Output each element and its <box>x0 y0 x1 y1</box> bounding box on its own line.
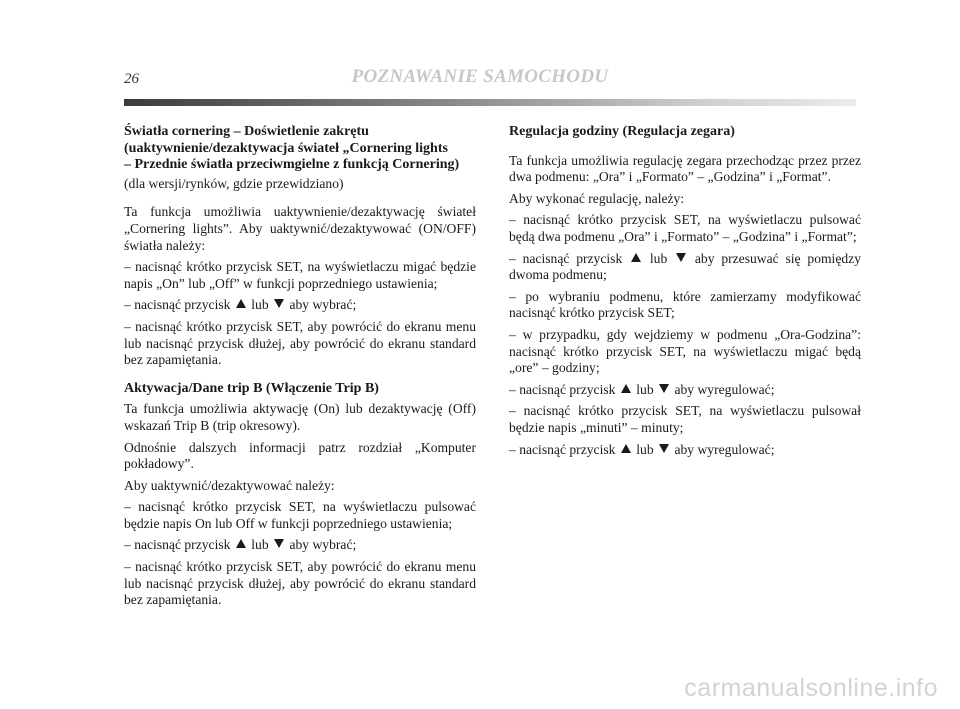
step-text: aby wybrać; <box>289 537 357 553</box>
step-text: – nacisnąć przycisk <box>124 537 231 553</box>
section-heading-trip-b: Aktywacja/Dane trip B (Włączenie Trip B) <box>124 380 379 396</box>
step-item: – nacisnąć krótko przycisk SET, na wyświetlaczu pulsował będzie napis „minuti” – minuty; <box>509 403 861 435</box>
step-text: aby wyregulować; <box>674 441 775 457</box>
triangle-down-icon <box>676 253 686 262</box>
paragraph-intro: Ta funkcja umożliwia uaktywnienie/dezaktywację świateł „Cornering lights”. Aby uaktywnić/dezaktywować (ON/OFF) światła należy: <box>124 204 476 253</box>
step-text: lub <box>649 250 668 266</box>
paragraph-intro: Ta funkcja umożliwia aktywację (On) lub dezaktywację (Off) wskazań Trip B (trip okresowy). <box>124 401 476 433</box>
paragraph-lead: Aby wykonać regulację, należy: <box>509 190 685 206</box>
triangle-up-icon <box>236 299 246 308</box>
running-title: POZNAWANIE SAMOCHODU <box>351 66 609 87</box>
right-column <box>509 124 861 463</box>
step-text: aby wybrać; <box>289 297 357 313</box>
step-item: – po wybraniu podmenu, które zamierzamy modyfikować nacisnąć krótko przycisk SET; <box>509 288 861 321</box>
heading-line-1: Światła cornering – Doświetlenie zakrętu <box>124 124 369 139</box>
triangle-down-icon <box>659 384 669 393</box>
step-item: – nacisnąć krótko przycisk SET, aby powrócić do ekranu menu lub nacisnąć przycisk dłużej, aby powrócić do ekranu standard bez zapamiętania. <box>124 559 476 608</box>
triangle-down-icon <box>274 299 284 308</box>
paragraph-lead: Aby uaktywnić/dezaktywować należy: <box>124 477 335 493</box>
watermark: carmanualsonline.info <box>684 674 938 702</box>
step-text: lub <box>251 537 269 553</box>
header-rule <box>124 99 856 106</box>
section-heading-clock: Regulacja godziny (Regulacja zegara) <box>509 124 735 139</box>
step-item <box>509 442 861 459</box>
step-item <box>124 537 476 554</box>
step-text: – nacisnąć przycisk <box>124 297 231 313</box>
step-text: – nacisnąć przycisk <box>509 441 616 457</box>
triangle-up-icon <box>621 444 631 453</box>
heading-line-2: (uaktywnienie/dezaktywacja świateł „Cornering lights <box>124 140 448 156</box>
step-item: – nacisnąć krótko przycisk SET, aby powrócić do ekranu menu lub nacisnąć przycisk dłużej, aby powrócić do ekranu standard bez zapamiętania. <box>124 318 476 368</box>
section-subheading: (dla wersji/rynków, gdzie przewidziano) <box>124 175 344 191</box>
step-item: – w przypadku, gdy wejdziemy w podmenu „Ora-Godzina”: nacisnąć krótko przycisk SET, na wyświetlaczu migać będą „ore” – godziny; <box>509 326 861 376</box>
triangle-down-icon <box>274 539 284 548</box>
step-item: – nacisnąć krótko przycisk SET, na wyświetlaczu pulsować będzie napis On lub Off w funkcji poprzedniego ustawienia; <box>124 499 476 531</box>
step-item: – nacisnąć krótko przycisk SET, na wyświetlaczu migać będzie napis „On” lub „Off” w funkcji poprzedniego ustawienia; <box>124 259 476 291</box>
page-number: 26 <box>124 71 139 87</box>
step-text: lub <box>636 381 654 397</box>
step-text: – nacisnąć przycisk <box>509 250 623 266</box>
heading-line-3: – Przednie światła przeciwmgielne z funkcją Cornering) <box>124 157 460 173</box>
step-item <box>509 251 861 284</box>
step-item: – nacisnąć krótko przycisk SET, na wyświetlaczu pulsować będą dwa podmenu „Ora” i „Formato” – „Godzina” i „Format”; <box>509 212 861 244</box>
section-heading-cornering <box>124 124 476 174</box>
triangle-down-icon <box>659 444 669 453</box>
step-item <box>124 297 476 314</box>
step-text: – nacisnąć przycisk <box>509 381 616 397</box>
step-text: lub <box>251 297 269 313</box>
triangle-up-icon <box>621 384 631 393</box>
triangle-up-icon <box>236 539 246 548</box>
step-text: aby przesuwać się pomiędzy dwoma podmenu; <box>509 250 861 283</box>
left-column <box>124 124 476 614</box>
step-item <box>509 382 861 399</box>
step-text: lub <box>636 441 654 457</box>
paragraph-reference: Odnośnie dalszych informacji patrz rozdział „Komputer pokładowy”. <box>124 439 476 472</box>
triangle-up-icon <box>631 253 641 262</box>
step-text: aby wyregulować; <box>674 381 775 397</box>
paragraph-intro: Ta funkcja umożliwia regulację zegara przechodząc przez przez dwa podmenu: „Ora” i „Formato” – „Godzina” i „Format”. <box>509 152 861 185</box>
